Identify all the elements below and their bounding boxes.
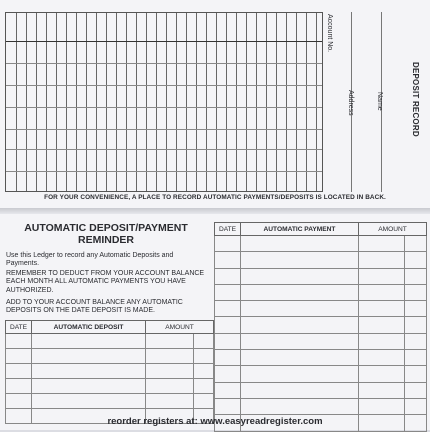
blank-entry-cell[interactable] [215,382,241,398]
grid-column-line [116,13,117,191]
blank-entry-cell[interactable] [241,284,359,300]
blank-entry-cell[interactable] [241,236,359,252]
blank-entry-cell[interactable] [241,301,359,317]
blank-entry-cell[interactable] [241,317,359,333]
blank-entry-cell[interactable] [405,317,427,333]
blank-entry-cell[interactable] [146,394,194,409]
blank-entry-cell[interactable] [6,394,32,409]
blank-entry-cell[interactable] [359,333,405,349]
blank-entry-cell[interactable] [405,236,427,252]
blank-entry-cell[interactable] [215,398,241,414]
grid-column-line [266,13,267,191]
blank-entry-cell[interactable] [146,364,194,379]
table-row [215,301,427,317]
reminder-title [0,222,212,246]
blank-entry-cell[interactable] [32,349,146,364]
table-row [215,252,427,268]
table-row [215,268,427,284]
blank-entry-cell[interactable] [359,350,405,366]
blank-entry-cell[interactable] [405,268,427,284]
blank-entry-cell[interactable] [215,317,241,333]
blank-entry-cell[interactable] [359,284,405,300]
blank-entry-cell[interactable] [359,398,405,414]
blank-entry-cell[interactable] [405,350,427,366]
blank-entry-cell[interactable] [215,268,241,284]
reminder-add-note: ADD TO YOUR ACCOUNT BALANCE ANY AUTOMATIC DEPOSITS ON THE DATE DEPOSIT IS MADE. [6,299,183,315]
grid-row-line [6,107,322,108]
grid-column-line [16,13,17,191]
grid-column-line [276,13,277,191]
blank-entry-cell[interactable] [194,334,214,349]
blank-entry-cell[interactable] [6,364,32,379]
grid-column-line [36,13,37,191]
table-row [215,350,427,366]
blank-entry-cell[interactable] [215,366,241,382]
convenience-note: FOR YOUR CONVENIENCE, A PLACE TO RECORD AUTOMATIC PAYMENTS/DEPOSITS IS LOCATED IN BACK. [44,194,386,201]
table-row [6,364,214,379]
grid-column-line [296,13,297,191]
deposit-record-grid [5,12,323,192]
blank-entry-cell[interactable] [241,268,359,284]
blank-entry-cell[interactable] [215,284,241,300]
grid-column-line [146,13,147,191]
table-row [6,394,214,409]
blank-entry-cell[interactable] [146,334,194,349]
blank-entry-cell[interactable] [405,252,427,268]
blank-entry-cell[interactable] [241,252,359,268]
grid-column-line [316,13,317,191]
table-row [6,349,214,364]
blank-entry-cell[interactable] [359,268,405,284]
blank-entry-cell[interactable] [6,379,32,394]
table-row [215,317,427,333]
reminder-title-line2: REMINDER [77,234,134,246]
grid-column-line [236,13,237,191]
amount-header: AMOUNT [359,223,427,236]
automatic-payment-table [214,222,427,432]
account-number-label: Account No. [326,14,333,53]
grid-column-line [96,13,97,191]
grid-column-line [126,13,127,191]
blank-entry-cell[interactable] [359,366,405,382]
grid-column-line [256,13,257,191]
blank-entry-cell[interactable] [405,398,427,414]
grid-row-line [6,149,322,150]
grid-column-line [86,13,87,191]
automatic-payment-header: AUTOMATIC PAYMENT [241,223,359,236]
table-row [6,379,214,394]
grid-column-line [136,13,137,191]
grid-column-line [56,13,57,191]
blank-entry-cell[interactable] [215,333,241,349]
amount-header: AMOUNT [146,321,214,334]
blank-entry-cell[interactable] [32,334,146,349]
blank-entry-cell[interactable] [405,382,427,398]
grid-column-line [166,13,167,191]
grid-row-line [6,129,322,130]
grid-column-line [286,13,287,191]
grid-column-line [216,13,217,191]
blank-entry-cell[interactable] [359,236,405,252]
grid-row-line [6,41,322,42]
reminder-title-line1: AUTOMATIC DEPOSIT/PAYMENT [24,222,188,234]
blank-entry-cell[interactable] [241,382,359,398]
grid-column-line [26,13,27,191]
blank-entry-cell[interactable] [359,301,405,317]
reminder-instructions: Use this Ledger to record any Automatic Deposits and Payments. [6,252,174,268]
address-label: Address [347,90,354,116]
grid-column-line [246,13,247,191]
blank-entry-cell[interactable] [32,394,146,409]
blank-entry-cell[interactable] [32,364,146,379]
blank-entry-cell[interactable] [194,379,214,394]
grid-row-line [6,63,322,64]
date-header: DATE [6,321,32,334]
grid-column-line [156,13,157,191]
blank-entry-cell[interactable] [405,333,427,349]
grid-row-line [6,171,322,172]
blank-entry-cell[interactable] [215,252,241,268]
deposit-record-page [0,0,430,208]
grid-column-line [186,13,187,191]
blank-entry-cell[interactable] [194,364,214,379]
blank-entry-cell[interactable] [6,349,32,364]
deposit-record-title: DEPOSIT RECORD [411,62,420,137]
automatic-deposit-header: AUTOMATIC DEPOSIT [32,321,146,334]
blank-entry-cell[interactable] [146,349,194,364]
blank-entry-cell[interactable] [405,284,427,300]
grid-column-line [306,13,307,191]
grid-column-line [196,13,197,191]
blank-entry-cell[interactable] [6,334,32,349]
account-info-panel [323,12,425,192]
blank-entry-cell[interactable] [241,350,359,366]
blank-entry-cell[interactable] [241,398,359,414]
table-row [215,333,427,349]
grid-column-line [46,13,47,191]
blank-entry-cell[interactable] [194,349,214,364]
reorder-footer: reorder registers at: www.easyreadregister.com [107,416,323,427]
table-row [215,382,427,398]
reminder-deduct-note: REMEMBER TO DEDUCT FROM YOUR ACCOUNT BALANCE EACH MONTH ALL AUTOMATIC PAYMENTS YOU HAVE AUTHORIZED. [6,270,205,294]
blank-entry-cell[interactable] [32,379,146,394]
grid-column-line [176,13,177,191]
blank-entry-cell[interactable] [405,301,427,317]
blank-entry-cell[interactable] [359,252,405,268]
name-label: Name [376,92,383,111]
grid-row-line [6,85,322,86]
blank-entry-cell[interactable] [146,379,194,394]
grid-column-line [76,13,77,191]
grid-column-line [206,13,207,191]
blank-entry-cell[interactable] [215,301,241,317]
date-header: DATE [215,223,241,236]
blank-entry-cell[interactable] [215,236,241,252]
automatic-deposit-table [5,320,214,424]
blank-entry-cell[interactable] [194,394,214,409]
blank-entry-cell[interactable] [359,317,405,333]
blank-entry-cell[interactable] [215,350,241,366]
grid-column-line [106,13,107,191]
table-row [6,334,214,349]
grid-column-line [226,13,227,191]
table-row [215,398,427,414]
blank-entry-cell[interactable] [241,333,359,349]
blank-entry-cell[interactable] [405,366,427,382]
table-row [215,366,427,382]
table-row [215,284,427,300]
blank-entry-cell[interactable] [241,366,359,382]
grid-column-line [66,13,67,191]
blank-entry-cell[interactable] [359,382,405,398]
table-row [215,236,427,252]
